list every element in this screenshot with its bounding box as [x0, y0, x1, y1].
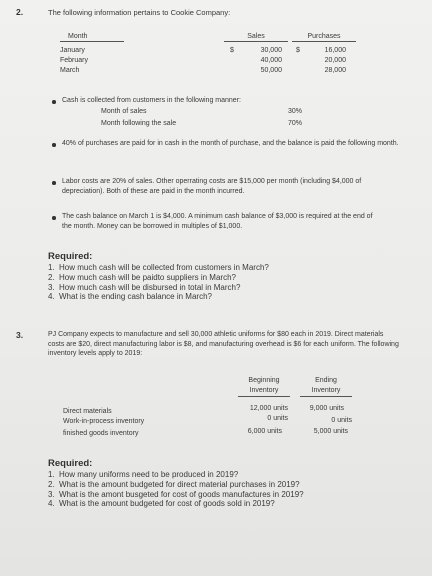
table-row-purchases: 28,000	[324, 67, 346, 74]
required-list	[48, 470, 304, 509]
table-header-month: Month	[60, 33, 124, 42]
collection-label: Month of sales	[101, 108, 147, 115]
list-item: 1. How much cash will be collected from customers in March?	[48, 263, 269, 272]
question-2-number: 2.	[16, 7, 24, 17]
table-row-ending: 9,000 units	[309, 405, 344, 412]
table-header-purchases: Purchases	[292, 33, 356, 42]
labor-costs-text: Labor costs are 20% of sales. Other operrating costs are $15,000 per month (including $4,000 of depreciation). Both of these are paid in the month incurred.	[62, 178, 362, 195]
table-row-label: Work-in-process inventory	[63, 418, 145, 425]
question-2-intro: The following information pertains to Cookie Company:	[48, 8, 231, 17]
table-row-month: February	[60, 57, 89, 64]
table-row-sales: 40,000	[260, 57, 282, 64]
table-row-month: January	[60, 47, 85, 54]
table-header-sales: Sales	[224, 33, 288, 42]
cash-balance-text: The cash balance on March 1 is $4,000. A minimum cash balance of $3,000 is required at the end of the month. Money can be borrowed in multiples of $1,000.	[62, 213, 373, 230]
table-row-label: finished goods inventory	[63, 430, 139, 437]
bullet-icon	[52, 143, 56, 147]
purchases-payment-text: 40% of purchases are paid for in cash in the month of purchase, and the balance is paid the following month.	[62, 140, 399, 147]
bullet-icon	[52, 181, 56, 185]
table-row-purchases: 16,000	[324, 47, 346, 54]
list-item: 1. How many uniforms need to be produced in 2019?	[48, 470, 239, 479]
table-row-beginning: 12,000 units	[249, 405, 288, 412]
list-item: 2. What is the amount budgeted for direct material purchases in 2019?	[48, 479, 300, 489]
table-row-beginning: 6,000 units	[247, 428, 282, 435]
required-list	[48, 263, 269, 302]
table-header-ending-inventory: Ending Inventory	[300, 376, 352, 397]
required-title: Required:	[48, 458, 93, 469]
bullet-icon	[52, 216, 56, 220]
list-item: 4. What is the amount budgeted for cost of goods sold in 2019?	[48, 499, 275, 509]
collection-text: Cash is collected from customers in the following manner:	[62, 97, 241, 104]
list-item: 3. What is the amont busgeted for cost of goods manufactures in 2019?	[48, 489, 304, 499]
table-row-ending: 5,000 units	[313, 428, 348, 435]
table-row-sales-symbol: $	[230, 47, 234, 54]
collection-value: 70%	[288, 120, 303, 127]
required-title: Required:	[48, 251, 93, 262]
collection-value: 30%	[288, 108, 303, 115]
collection-label: Month following the sale	[101, 120, 177, 127]
table-row-label: Direct materials	[63, 408, 112, 415]
list-item: 4. What is the ending cash balance in March?	[48, 292, 212, 302]
table-row-month: March	[60, 67, 80, 74]
table-row-beginning: 0 units	[267, 415, 288, 422]
question-3-number: 3.	[16, 330, 24, 340]
table-row-sales: 50,000	[260, 67, 282, 74]
table-row-sales: 30,000	[260, 47, 282, 54]
list-item: 2. How much cash will be paidto suppliers in March?	[48, 272, 236, 282]
table-row-purchases: 20,000	[324, 57, 346, 64]
list-item: 3. How much cash will be disbursed in total in March?	[48, 282, 241, 292]
bullet-icon	[52, 100, 56, 104]
question-3-intro: PJ Company expects to manufacture and sell 30,000 athletic uniforms for $80 each in 2019. Direct materials costs are $20, direct manufacturing labor is $8, and manufacturing overhead is $6 for each uniform. The following inventory levels apply to 2019:	[48, 331, 399, 358]
table-row-purchases-symbol: $	[296, 47, 300, 54]
table-row-ending: 0 units	[331, 417, 352, 424]
table-header-beginning-inventory: Beginning Inventory	[238, 376, 290, 397]
